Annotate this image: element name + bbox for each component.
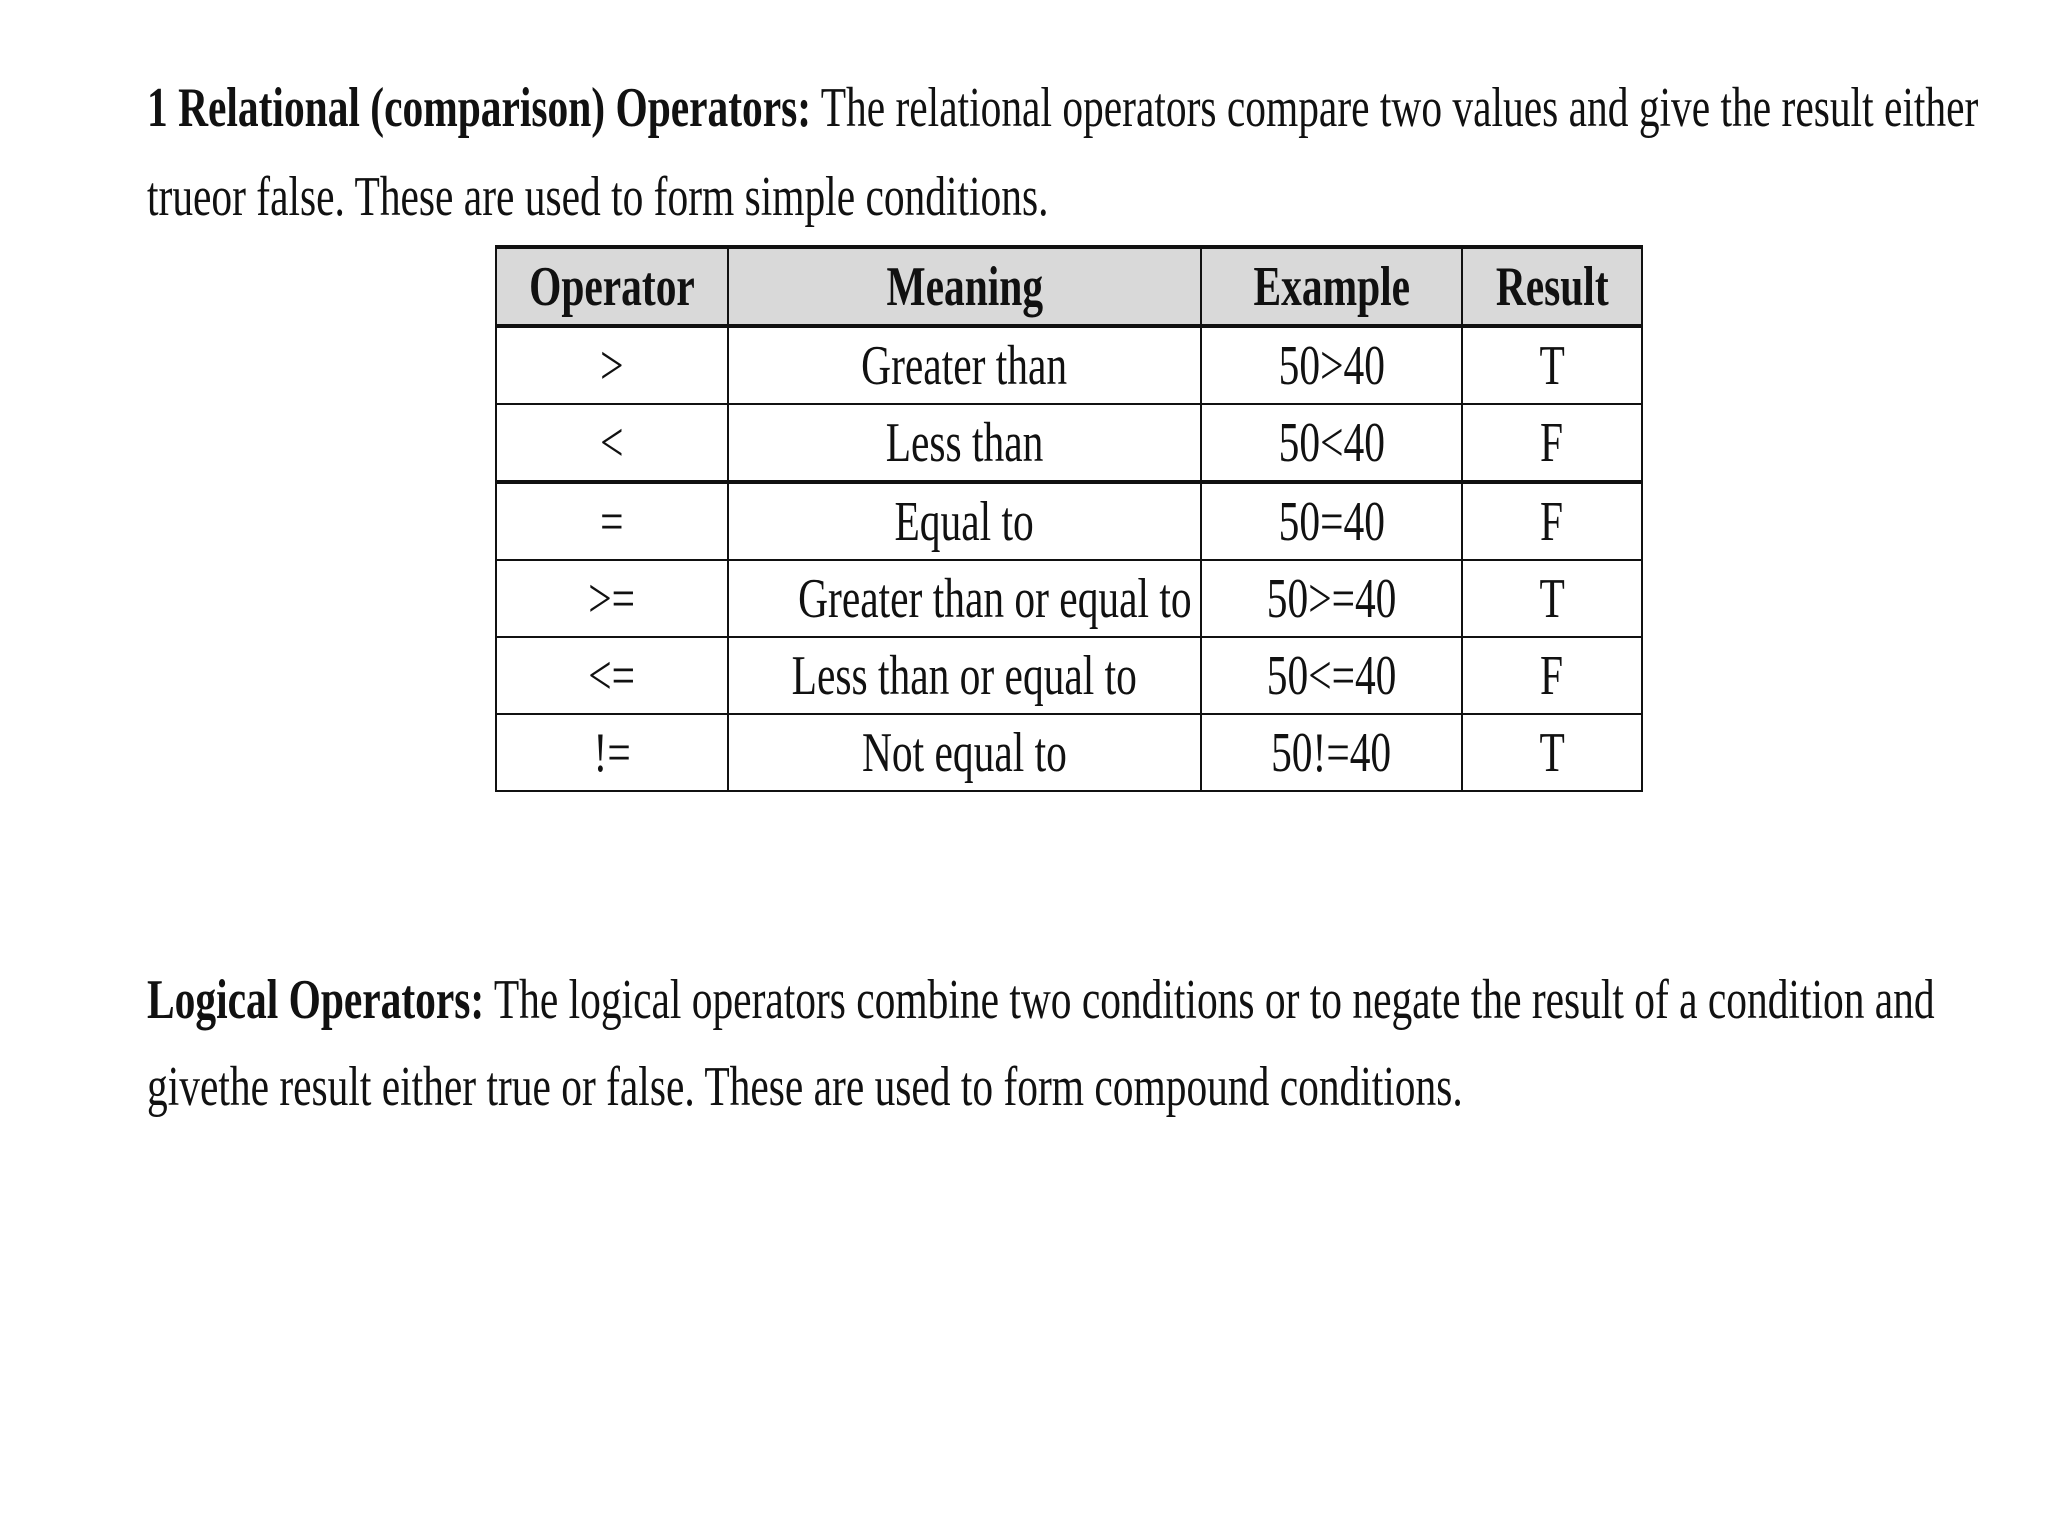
cell-example: 50!=40 (1201, 714, 1462, 791)
header-meaning: Meaning (728, 247, 1201, 326)
table-row (496, 404, 1642, 482)
cell-meaning: Less than (728, 404, 1201, 482)
cell-meaning: Equal to (728, 482, 1201, 560)
relational-heading: 1 Relational (comparison) Operators: (147, 77, 812, 139)
cell-result: F (1462, 637, 1642, 714)
cell-result: F (1462, 404, 1642, 482)
cell-meaning: Not equal to (728, 714, 1201, 791)
header-result: Result (1462, 247, 1642, 326)
cell-result: T (1462, 326, 1642, 404)
table-row (496, 482, 1642, 560)
relational-paragraph-line-1 (147, 78, 1978, 138)
cell-meaning: Greater than or equal to (728, 560, 1201, 637)
relational-paragraph-line-2: trueor false. These are used to form simple conditions. (147, 166, 1049, 228)
cell-operator: <= (496, 637, 728, 714)
table-row (496, 714, 1642, 791)
cell-meaning: Greater than (728, 326, 1201, 404)
table-row (496, 560, 1642, 637)
relational-operators-table (495, 245, 1643, 792)
cell-example: 50<=40 (1201, 637, 1462, 714)
table-row (496, 326, 1642, 404)
logical-text: The logical operators combine two conditions or to negate the result of a condition and (484, 969, 1935, 1031)
cell-operator: = (496, 482, 728, 560)
header-example: Example (1201, 247, 1462, 326)
cell-operator: >= (496, 560, 728, 637)
cell-meaning: Less than or equal to (728, 637, 1201, 714)
logical-heading: Logical Operators: (147, 969, 485, 1031)
logical-paragraph-line-2: givethe result either true or false. These are used to form compound conditions. (147, 1056, 1463, 1118)
table-header-row (496, 247, 1642, 326)
cell-example: 50>=40 (1201, 560, 1462, 637)
table-row (496, 637, 1642, 714)
header-operator: Operator (496, 247, 728, 326)
cell-operator: < (496, 404, 728, 482)
cell-example: 50<40 (1201, 404, 1462, 482)
logical-paragraph-line-1 (147, 970, 1935, 1030)
cell-result: F (1462, 482, 1642, 560)
cell-result: T (1462, 560, 1642, 637)
relational-text: The relational operators compare two values and give the result either (811, 77, 1979, 139)
cell-operator: > (496, 326, 728, 404)
cell-example: 50>40 (1201, 326, 1462, 404)
cell-result: T (1462, 714, 1642, 791)
cell-example: 50=40 (1201, 482, 1462, 560)
cell-operator: != (496, 714, 728, 791)
